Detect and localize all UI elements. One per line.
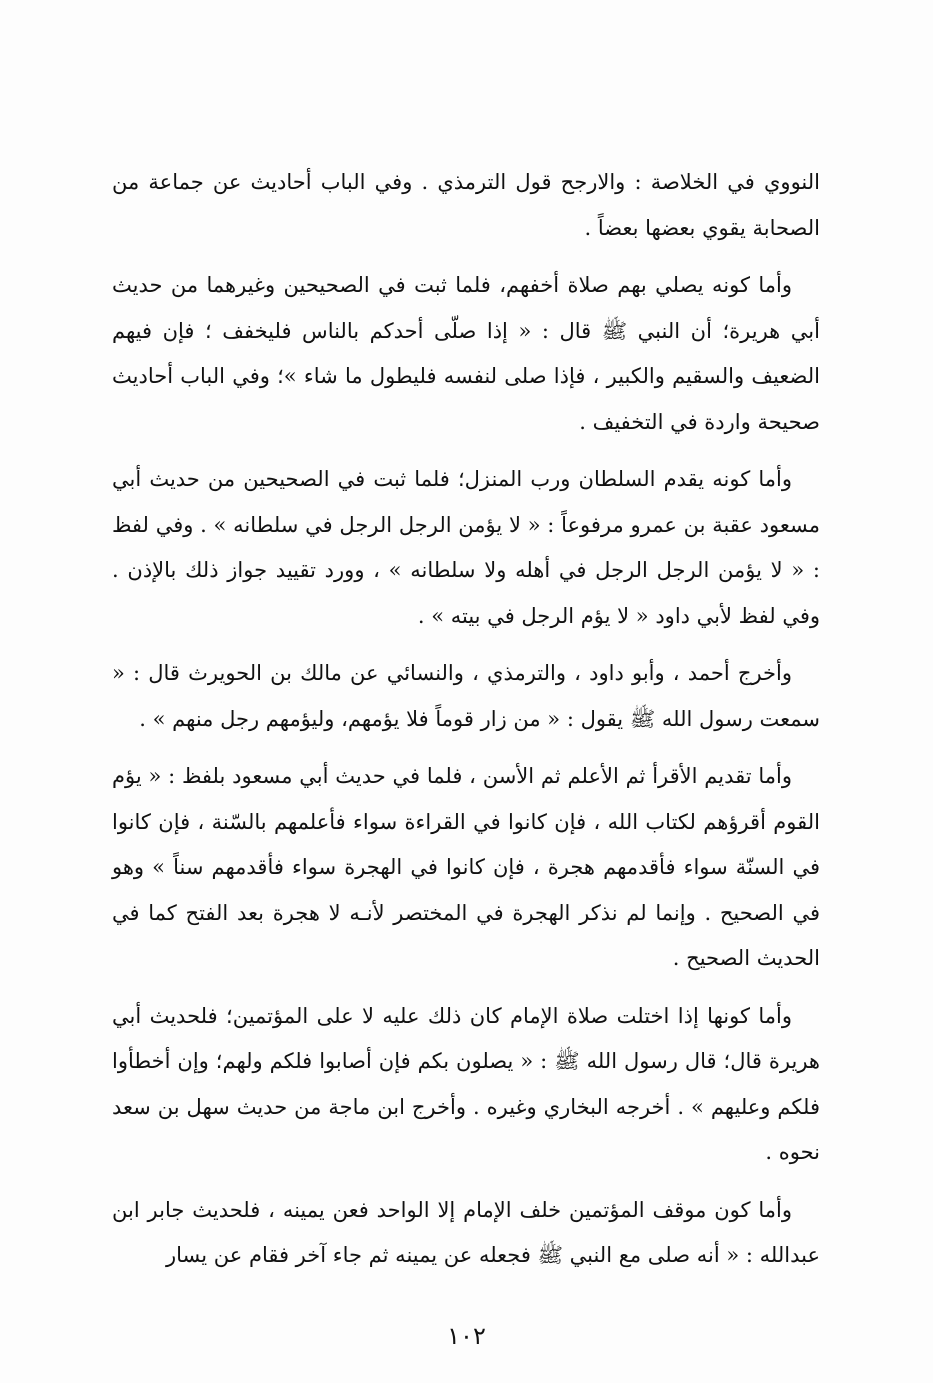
paragraph-3: وأما كونه يقدم السلطان ورب المنزل؛ فلما ثبت في الصحيحين من حديث أبي مسعود عقبة بن عمرو مرفوعاً : « لا يؤمن الرجل الرجل في سلطانه » . وفي لفظ : « لا يؤمن الرجل الرجل في أهله ولا سلطانه » ، وورد تقييد جواز ذلك بالإذن . وفي لفظ لأبي داود « لا يؤم الرجل في بيته » . — [112, 467, 820, 628]
paragraph-2: وأما كونه يصلي بهم صلاة أخفهم، فلما ثبت في الصحيحين وغيرهما من حديث أبي هريرة؛ أن النبي ﷺ قال : « إذا صلّى أحدكم بالناس فليخفف ؛ فإن فيهم الضعيف والسقيم والكبير ، فإذا صلى لنفسه فليطول ما شاء »؛ وفي الباب أحاديث صحيحة واردة في التخفيف . — [112, 273, 820, 434]
body-text — [112, 160, 820, 1291]
paragraph-6: وأما كونها إذا اختلت صلاة الإمام كان ذلك عليه لا على المؤتمين؛ فلحديث أبي هريرة قال؛ قال رسول الله ﷺ : « يصلون بكم فإن أصابوا فلكم ولهم؛ وإن أخطأوا فلكم وعليهم » . أخرجه البخاري وغيره . وأخرج ابن ماجة من حديث سهل بن سعد نحوه . — [112, 1003, 820, 1164]
paragraph-7: وأما كون موقف المؤتمين خلف الإمام إلا الواحد فعن يمينه ، فلحديث جابر ابن عبدالله : « أنه صلى مع النبي ﷺ فجعله عن يمينه ثم جاء آخر فقام عن يسار — [112, 1197, 820, 1267]
page-number: ١٠٢ — [447, 1322, 486, 1350]
paragraph-5: وأما تقديم الأقرأ ثم الأعلم ثم الأسن ، فلما في حديث أبي مسعود بلفظ : « يؤم القوم أقرؤهم لكتاب الله ، فإن كانوا في القراءة سواء فأعلمهم بالسّنة ، فإن كانوا في السنّة سواء فأقدمهم هجرة ، فإن كانوا في الهجرة سواء فأقدمهم سناً » وهو في الصحيح . وإنما لم نذكر الهجرة في المختصر لأنـه لا هجرة بعد الفتح كما في الحديث الصحيح . — [112, 764, 820, 970]
paragraph-4: وأخرج أحمد ، وأبو داود ، والترمذي ، والنسائي عن مالك بن الحويرث قال : « سمعت رسول الله ﷺ يقول : « من زار قوماً فلا يؤمهم، وليؤمهم رجل منهم » . — [112, 661, 820, 731]
paragraph-1: النووي في الخلاصة : والارجح قول الترمذي . وفي الباب أحاديث عن جماعة من الصحابة يقوي بعضها بعضاً . — [112, 170, 820, 240]
